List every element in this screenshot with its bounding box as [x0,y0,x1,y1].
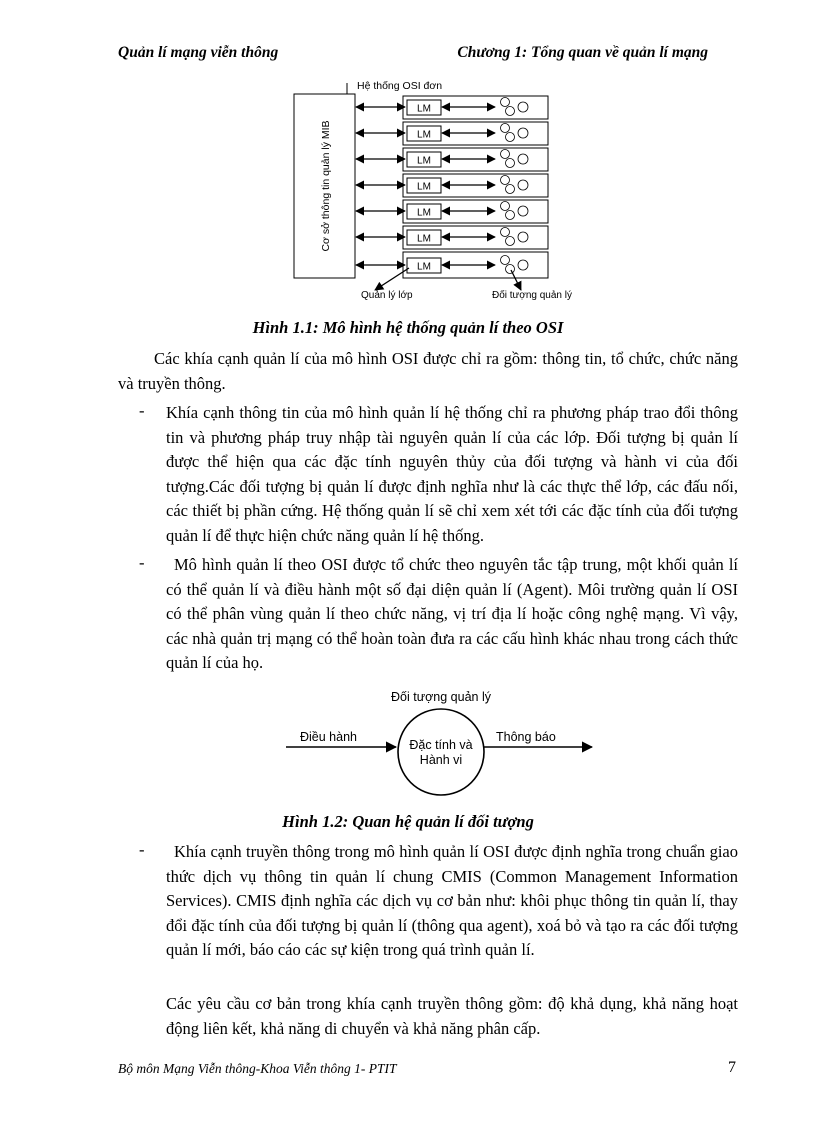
osi-single-system-label: Hệ thống OSI đơn [357,80,443,92]
svg-text:LM: LM [417,233,431,245]
svg-text:LM: LM [417,261,431,273]
figure-1-caption: Hình 1.1: Mô hình hệ thống quản lí theo OSI [252,318,564,337]
managed-object-diagram [282,683,602,803]
closing-paragraph: Các yêu cầu cơ bản trong khía cạnh truyền thông gồm: độ khả dụng, khả năng hoạt động liên kết, khả năng di chuyển và khả năng phân cấp. [166,994,738,1038]
bullet-marker: - [139,840,145,859]
layer-management-label: Quản lý lớp [361,290,413,301]
layer-row-2 [356,122,548,145]
page-number: 7 [728,1059,736,1076]
bullet-marker: - [139,401,145,420]
footer-department: Bộ môn Mạng Viễn thông-Khoa Viễn thông 1- PTIT [118,1061,397,1076]
notification-label: Thông báo [496,730,556,744]
intro-paragraph: Các khía cạnh quản lí của mô hình OSI được chỉ ra gồm: thông tin, tổ chức, chức năng và truyền thông. [118,349,738,393]
osi-system-diagram [285,76,595,306]
bullet-information-aspect: Khía cạnh thông tin của mô hình quản lí hệ thống chỉ ra phương pháp trao đổi thông tin và phương pháp truy nhập tài nguyên quản lí của các lớp. Đối tượng bị quản lí được thể hiện qua các đặc tính nguyên thủy của đối tượng và hành vi của đối tượng.Các đối tượng bị quản lí được định nghĩa như là các thực thể lớp, các đấu nối, các thiết bị phần cứng. Hệ thống quản lí sẽ chỉ xem xét tới các đặc tính của đối tượng quản lí để thực hiện chức năng quản lí hệ thống. [166,403,738,545]
svg-text:LM: LM [417,207,431,219]
layer-row-5 [356,200,548,223]
svg-text:LM: LM [417,103,431,115]
running-header-right: Chương 1: Tổng quan về quản lí mạng [457,44,708,61]
bullet-communication-aspect: Khía cạnh truyền thông trong mô hình quản lí OSI được định nghĩa trong chuẩn giao thức dịch vụ thông tin quản lí chung CMIS (Common Management Information Services). CMIS định nghĩa các dịch vụ cơ bản như: khôi phục thông tin quản lí, thay đổi đặc tính của đối tượng bị quản lí (thông qua agent), xoá bỏ và tạo ra các đối tượng quản lí mới, báo cáo các sự kiện trong quá trình quản lí. [166,842,738,959]
bullet-marker: - [139,553,145,572]
layer-row-3 [356,148,548,171]
svg-text:LM: LM [417,129,431,141]
svg-text:Đặc tính và: Đặc tính và [409,738,473,752]
svg-text:Hành vi: Hành vi [419,753,463,767]
managed-object-label: Đối tượng quản lý [492,290,572,301]
layer-row-6 [356,226,548,249]
mib-label: Cơ sở thông tin quản lý MIB [320,120,332,252]
layer-row-7 [356,252,548,278]
layer-row-4 [356,174,548,197]
svg-text:LM: LM [417,155,431,167]
running-header-left: Quản lí mạng viễn thông [118,44,279,61]
managed-object-title: Đối tượng quản lý [391,690,491,704]
operation-label: Điều hành [300,730,357,744]
bullet-organization-aspect: Mô hình quản lí theo OSI được tổ chức theo nguyên tắc tập trung, một khối quản lí có thể quản lí và điều hành một số đại diện quản lí (Agent). Môi trường quản lí OSI có thể phân vùng quản lí theo chức năng, vị trí địa lí hoặc công nghệ mạng. Vì vậy, các nhà quản trị mạng có thể hoàn toàn đưa ra các cấu hình khác nhau trong cách thức quản lí của họ. [166,555,738,672]
layer-row-1 [356,96,548,119]
figure-2-caption: Hình 1.2: Quan hệ quản lí đối tượng [282,812,534,831]
svg-text:LM: LM [417,181,431,193]
attributes-behavior-circle [398,709,484,795]
